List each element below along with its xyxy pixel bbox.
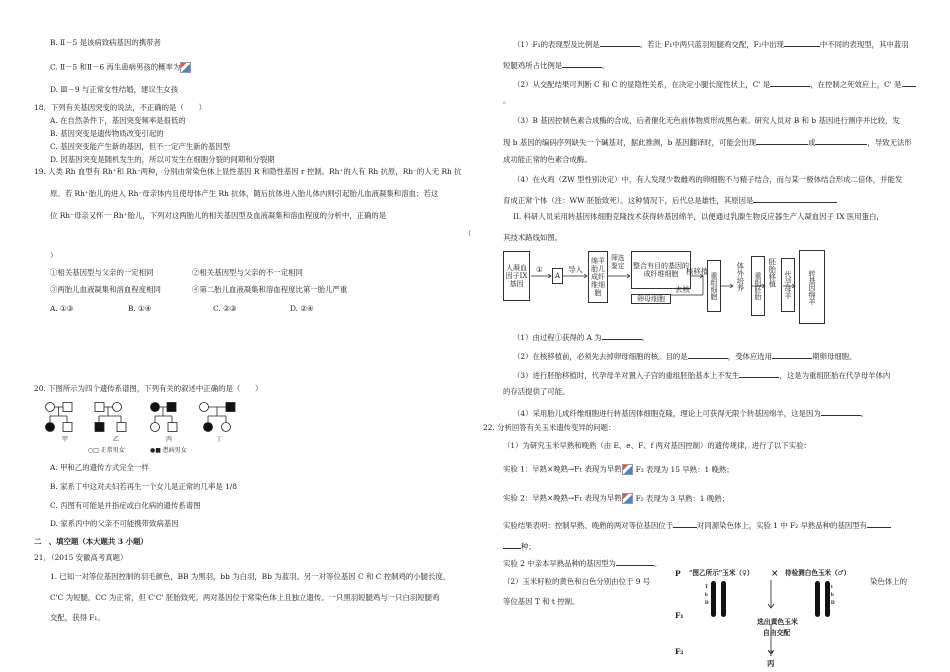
- pedigree-label-bing: 丙: [166, 436, 173, 443]
- q18-stem: 18．下列有关基因突变的说法，不正确的是（ ）: [34, 103, 207, 112]
- experiment-2: 实验 2：早熟×晚熟→F₁ 表现为早熟 F₂ 表现为 3 早熟：1 晚熟；: [503, 493, 729, 503]
- blank-field[interactable]: [503, 541, 521, 549]
- cross-self: 自由交配: [763, 629, 791, 637]
- q19-answer-d: D. ②④: [290, 304, 314, 313]
- svg-text:b: b: [705, 593, 708, 598]
- q22-part-2c: 等位基因 T 和 t 控制。: [503, 597, 580, 606]
- result-line-1: 实验结果表明：控制早熟、晚熟的两对等位基因位于 对同源染色体上，实验 1 中 F₂ 早熟品种的基因型有: [503, 520, 891, 531]
- svg-text:b: b: [831, 593, 834, 598]
- blank-field[interactable]: [602, 332, 642, 340]
- q19-opt-4: ④第二胎儿血液凝集和溶血程度比第一胎儿严重: [192, 285, 348, 294]
- r-line-5: （3）B 基因控制色素合成酶的合成，后者催化无色前体物质形成黑色素。研究人员对 B 和 b 基因进行测序并比较，发: [513, 116, 900, 125]
- q18-option-a: A. 在自然条件下，基因突变频率是很低的: [50, 116, 186, 125]
- q19-answer-c: C. ②③: [213, 304, 237, 313]
- blank-field[interactable]: [756, 137, 808, 145]
- r-line-1: （1）F₁的表现型及比例是 。若让 F₁中两只蓝羽短腿鸡交配，F₂中出现 中不同的表现型，其中蓝羽: [513, 40, 909, 49]
- q19-answer-a: A. ①③: [50, 304, 74, 313]
- flow-step-nuclear: 核移植: [686, 267, 709, 276]
- flow-step-screen: 筛选鉴定: [611, 254, 625, 271]
- flow-box-oocyte: 卵母细胞: [631, 294, 671, 304]
- flow-diagram: [503, 248, 825, 326]
- r-line-4: 。: [503, 96, 511, 105]
- q19-opt-3: ③两胎儿血液凝集和溶血程度相同: [50, 285, 161, 294]
- blank-field[interactable]: [770, 79, 810, 87]
- blank-field[interactable]: [562, 60, 602, 68]
- legend-sick: ●■ 患病男女: [150, 447, 187, 454]
- blank-field[interactable]: [739, 370, 779, 378]
- flow-box-recombined-cell: 重组细胞: [707, 260, 721, 312]
- q21-line-3: 交配，获得 F₁。: [50, 613, 105, 622]
- q21-source: 21．（2015 安徽高考真题）: [34, 553, 128, 562]
- q17-option-b: B. Ⅱ－5 是该病致病基因的携带者: [50, 38, 161, 47]
- q19-line-2: 原。若 Rh⁺胎儿的进入 Rh⁻母亲体内且使母体产生 Rh 抗体，随后抗体进入胎儿体内则引起胎儿血液凝集和溶血；若这: [50, 189, 439, 198]
- result-line-2: 种；: [503, 541, 536, 552]
- flow-step-1: ①: [536, 265, 543, 274]
- r-line-7: 成功能正常的色素合成酶。: [503, 155, 592, 164]
- pedigree-label-jia: 甲: [62, 436, 69, 443]
- cross-f1: F₁: [675, 611, 684, 620]
- q22-part-1: （1）为研究玉米早熟和晚熟（由 E、e、F、f 两对基因控制）的遗传规律，进行了以下实验：: [503, 441, 811, 450]
- blank-field[interactable]: [784, 39, 820, 47]
- q19-line-3: 位 Rh⁻母亲又怀一 Rh⁺胎儿，下列对这两胎儿的相关基因型及血液凝集和溶血程度的分析中，正确的是: [50, 211, 387, 220]
- f-line-1: （1）由过程①获得的 A 为 。: [513, 333, 650, 342]
- q20-option-d: D. 家系丙中的父亲不可能携带致病基因: [50, 519, 179, 528]
- svg-text:T: T: [705, 585, 709, 590]
- f-line-2: （2）在核移植前，必须先去掉卵母细胞的核。目的是 ，受体应选用 期卵母细胞。: [513, 352, 857, 361]
- flow-box-integrated: 整合有目的基因的成纤维细胞: [631, 251, 691, 289]
- flow-step-culture: 体外培养: [735, 262, 745, 292]
- experiment-1: 实验 1：早熟×晚熟→F₁ 表现为早熟 F₂ 表现为 15 早熟：1 晚熟；: [503, 464, 734, 474]
- blank-field[interactable]: [867, 520, 891, 528]
- flow-box-gene: 人凝血因子IX基因: [503, 251, 530, 301]
- r-line-3: （2）从交配结果可判断 C 和 C 的显隐性关系，在决定小腿长度性状上，C' 是 ，在控制之死效应上，C' 是: [513, 79, 916, 90]
- blank-field[interactable]: [753, 195, 837, 203]
- section-2-heading: 二 、填空题（本大题共 3 小题）: [34, 537, 148, 546]
- cross-f2: F₂: [675, 647, 684, 656]
- blank-field[interactable]: [616, 558, 654, 566]
- pedigree-label-yi: 乙: [113, 436, 120, 443]
- q22-part-2b: 染色体上的: [870, 577, 907, 586]
- q20-stem: 20. 下图所示为四个遗传系谱图，下列有关的叙述中正确的是（ ）: [34, 384, 263, 393]
- cross-diagram: [675, 568, 865, 672]
- r-line-11: 其技术路线如图。: [503, 233, 563, 242]
- q19-opt-2: ②相关基因型与父亲的不一定相同: [192, 268, 303, 277]
- q19-line-1: 19. 人类 Rh 血型有 Rh⁺和 Rh⁻两种，分别由常染色体上显性基因 R 和隐性基因 r 控制。Rh⁺的人有 Rh 抗原，Rh⁻的人无 Rh 抗: [34, 167, 462, 176]
- q17-option-d: D. Ⅲ－9 与正常女性结婚，建议生女孩: [50, 85, 179, 94]
- blank-field[interactable]: [688, 351, 728, 359]
- cross-question: ?: [769, 649, 774, 658]
- q22-part-2: （2）玉米籽粒的黄色和白色分别由位于 9 号: [503, 577, 651, 586]
- fraction-image-icon: [180, 62, 191, 73]
- q19-answer-b: B. ①④: [128, 304, 152, 313]
- flow-box-a: A: [552, 268, 563, 284]
- arrow-image-icon: [622, 464, 633, 475]
- flow-box-fibroblast: 绵羊胎儿成纤维细胞: [588, 251, 608, 303]
- q18-option-b: B. 基因突变是遗传物质改变引起的: [50, 129, 164, 138]
- flow-box-transgenic-sheep: 转基因绵羊: [799, 250, 825, 324]
- legend-normal: ○□ 正常男女: [88, 447, 125, 454]
- flow-step-import: 导入: [568, 265, 583, 274]
- pedigree-label-ding: 丁: [216, 436, 223, 443]
- q18-option-d: D. 因基因突变是随机发生的，所以可发生在细胞分裂的间期和分裂期: [50, 155, 275, 164]
- cross-select: 选出黄色玉米: [757, 618, 798, 626]
- cross-male: 待检测白色玉米（♂）: [785, 569, 851, 577]
- q19-paren-left: （: [464, 229, 472, 238]
- r-line-10: II. 科研人员采用转基因体细胞克隆技术获得转基因绵羊，以便通过乳腺生物反应器生产人凝血因子 IX 医用蛋白，: [513, 212, 884, 221]
- q17-option-c: C. Ⅱ－5 和Ⅱ－6 再生患病男孩的概率为: [50, 62, 191, 73]
- cross-p-label: P: [675, 569, 681, 578]
- flow-box-surrogate: 代孕母羊: [781, 258, 795, 312]
- r-line-6: 现 b 基因的编码序列缺失一个碱基对，据此推测，b 基因翻译时，可能会出现 或 ，导致无法形: [503, 138, 912, 147]
- q21-line-2: C'C 为短腿，CC 为正常，但 C'C' 胚胎致死。两对基因位于常染色体上且独立遗传。一只黑羽短腿鸡与一只白羽短腿鸡: [50, 593, 440, 602]
- q20-option-c: C. 丙图有可能是并指症或白化病的遗传系谱图: [50, 501, 201, 510]
- q20-option-a: A. 甲和乙的遗传方式完全一样: [50, 463, 149, 472]
- flow-step-enucleate: 去核: [675, 285, 690, 294]
- q22-stem: 22. 分析回答有关玉米遗传变异的问题：: [483, 423, 616, 432]
- q19-paren-right: ）: [50, 251, 58, 260]
- blank-field[interactable]: [815, 137, 867, 145]
- q20-option-b: B. 家系丁中这对夫妇若再生一个女儿是正常的几率是 1/8: [50, 482, 237, 491]
- blank-field[interactable]: [902, 79, 916, 87]
- blank-field[interactable]: [821, 408, 861, 416]
- cross-symbol: ×: [771, 569, 779, 579]
- q21-line-1: 1. 已知一对等位基因控制的羽毛颜色，BB 为黑羽，bb 为白羽，Bb 为蓝羽。另一对等位基因 C 和 C 控制鸡的小腿长度，: [50, 572, 451, 581]
- r-line-8: （4）在火鸡（ZW 型性别决定）中，有人发现少数雌鸡的卵细胞不与精子结合，而与某一极体结合形成二倍体，并能发: [513, 175, 903, 184]
- f-line-3b: 的存活提供了可能。: [503, 387, 570, 396]
- svg-text:t: t: [831, 585, 833, 590]
- q19-opt-1: ①相关基因型与父亲的一定相同: [50, 268, 154, 277]
- cross-bing: 丙: [767, 659, 775, 668]
- pedigree-diagram: [42, 400, 242, 462]
- f-line-4: （4）采用胎儿成纤维细胞进行转基因体细胞克隆，理论上可获得无限个转基因绵羊，这是因为 。: [513, 409, 869, 418]
- svg-text:D: D: [705, 601, 709, 606]
- blank-field[interactable]: [772, 351, 812, 359]
- f-line-3: （3）进行胚胎移植时，代孕母羊对置入子宫的重组胚胎基本上不发生 ，这是为重组胚胎在代孕母羊体内: [513, 371, 891, 380]
- blank-field[interactable]: [600, 39, 640, 47]
- result-line-3: 实验 2 中亲本早熟品种的基因型为 。: [503, 559, 662, 568]
- flow-box-embryo: 重组胚胎: [751, 256, 765, 316]
- r-line-9: 育成正常个体（注：WW 胚胎致死）。这种情况下，后代总是雄性，其原因是: [503, 195, 837, 206]
- svg-text:D: D: [831, 601, 835, 606]
- r-line-2: 短腿鸡所占比例是 。: [503, 61, 610, 70]
- blank-field[interactable]: [673, 520, 697, 528]
- flow-step-transfer: 胚胎移植: [767, 258, 777, 288]
- q18-option-c: C. 基因突变能产生新的基因，但不一定产生新的基因型: [50, 142, 231, 151]
- arrow-image-icon: [622, 493, 633, 504]
- cross-female: "图乙所示"玉米（♀）: [689, 569, 754, 577]
